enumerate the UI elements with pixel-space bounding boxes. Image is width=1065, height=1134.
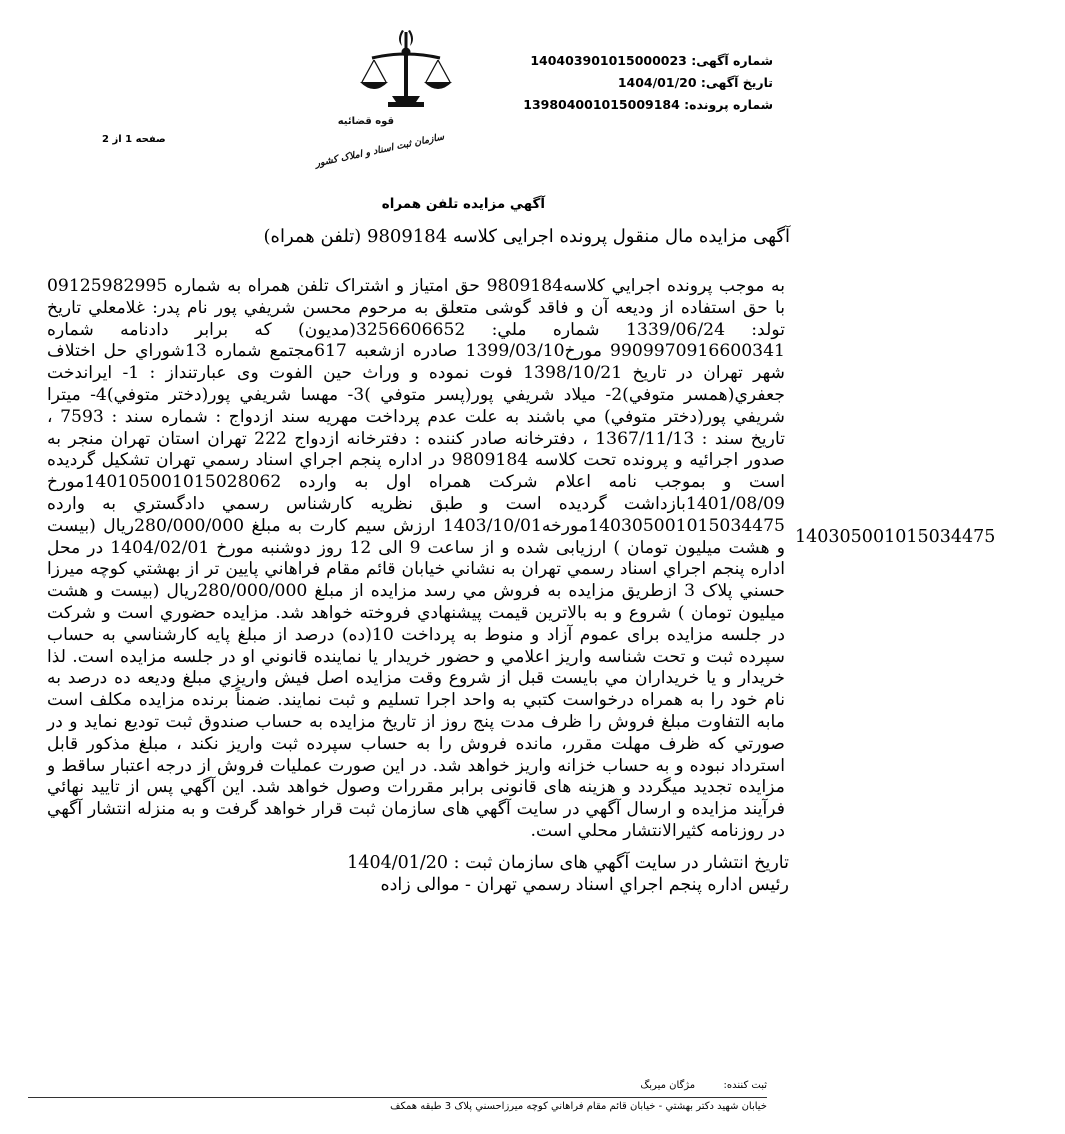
ad-date-label: تاریخ آگهی: (700, 75, 773, 90)
office-address: خيابان شهيد دكتر بهشتي - خيابان قائم مقام فراهاني كوچه ميرزاحسني پلاک 3 طبقه همكف (390, 1101, 767, 1112)
publication-label: تاريخ انتشار در سايت آگهي هاى سازمان ثبت : (453, 853, 789, 873)
file-number-row (513, 94, 773, 116)
announcement-body (47, 276, 785, 843)
signature-line: رئيس اداره پنجم اجراي اسناد رسمي تهران - موالی زاده (380, 875, 789, 895)
ad-number-row (513, 50, 773, 72)
judiciary-emblem (314, 26, 464, 170)
publication-date: 1404/01/20 (347, 853, 449, 873)
page-indicator: صفحه 1 از 2 (102, 134, 166, 145)
overflow-reference-number: 14030500101503447​5 (795, 527, 996, 547)
scales-of-justice-icon (314, 26, 464, 170)
registrar-line (28, 1080, 767, 1091)
ad-number-label: شماره آگهی: (691, 53, 773, 68)
registrar-name: مژگان میربگ (640, 1080, 696, 1091)
file-number-label: شماره پرونده: (684, 97, 773, 112)
ad-date-value: 1404/01/20 (617, 75, 697, 90)
ad-metadata (513, 50, 773, 116)
page-title: آگهي مزايده تلفن همراه (381, 196, 545, 212)
announcement-paragraph: به موجب پرونده اجرايي كلاسه9809184 حق امتياز و اشتراک تلفن همراه به شماره 09125982995 با حق استفاده از وديعه آن و فاقد گوشی متعلق به مرحوم محسن شريفي پور نام پدر: غلامعلي تاريخ تولد: 1339/06/24 شماره ملي: 3256606652(مديون) كه برابر دادنامه شماره 9909970916600341 مورخ1399/03/10 صادره ازشعبه 617مجتمع شماره 13شوراي حل اختلاف شهر تهران در تاريخ 1398/10/21 فوت نموده و وراث حين الفوت وی عبارتنداز : 1- ايراندخت جعفري(همسر متوفي)2- ميلاد شريفي پور(پسر متوفي )3- مهسا شريفي پور(دختر متوفي)4- ميترا شريفي پور(دختر متوفي) مي باشند به علت عدم پرداخت مهريه سند ازدواج : شماره سند : 7593 ، تاريخ سند : 1367/11/13 ، دفترخانه صادر كننده : دفترخانه ازدواج 222 تهران استان تهران منجر به صدور اجرائيه و پرونده تحت كلاسه 9809184 در اداره پنجم اجراي اسناد رسمي تهران تشكيل گرديده است و بموجب نامه اعلام شركت همراه اول به وارده 14010500101502806​2مورخ 1401/08/09بازداشت گرديده است و طبق نظريه كارشناس رسمي دادگستري به وارده 14030500101503447​5مورخه1403/10/01 ارزش سيم كارت به مبلغ 280/000/000ريال (بيست و هشت ميليون تومان ) ارزيابى شده و از ساعت 9 الى 12 روز دوشنبه مورخ 1404/02/01 در محل اداره پنجم اجراي اسناد رسمي تهران به نشاني خيابان قائم مقام فراهاني پايين تر از بهشتي كوچه ميرزا حسني پلاک 3 ازطريق مزايده به فروش مي رسد مزايده از مبلغ 280/000/000ريال (بيست و هشت ميليون تومان ) شروع و به بالاترين قيمت پيشنهادي فروخته خواهد شد. مزايده حضوري است و شركت در جلسه مزايده براى عموم آزاد و منوط به پرداخت 10(ده) درصد از مبلغ پايه كارشناسي به حساب سپرده ثبت و تحت شناسه واريز اعلامي و حضور خريدار يا نماينده قانوني او در جلسه مزايده است. لذا خريدار و يا خريداران مي بايست قبل از شروع وقت مزايده اصل فيش واريزي مبلغ وديعه ده درصد به نام خود را به همراه درخواست كتبي به واحد اجرا تسليم و ثبت نمايند. ضمناً برنده مزايده مكلف است مابه التفاوت مبلغ فروش را ظرف مدت پنج روز از تاريخ مزايده به حساب صندوق ثبت توديع نمايد و در صورتي كه ظرف مهلت مقرر، مانده فروش را به حساب سپرده ثبت واريز نكند ، مبلغ مذكور قابل استرداد نبوده و به حساب خزانه واريز خواهد شد. در اين صورت عمليات فروش از درجه اعتبار ساقط و مزايده تجديد ميگردد و هزينه هاى قانونى برابر مقررات وصول خواهد شد. اين آگهي پس از تاييد نهائي فرآيند مزايده و ارسال آگهي در سايت آگهي هاى سازمان ثبت قرار خواهد گرفت و به منزله انتشار آگهي در روزنامه كثيرالانتشار محلي است. (47, 276, 786, 841)
registrar-label: ثبت کننده: (723, 1080, 767, 1091)
file-number-value: 139804001015009184 (523, 97, 680, 112)
page-subtitle: آگهی مزایده مال منقول پرونده اجرایی کلاسه 9809184 (تلفن همراه) (263, 226, 790, 247)
ad-number-value: 140403901015000023 (530, 53, 687, 68)
publication-block (347, 852, 789, 896)
ad-date-row (513, 72, 773, 94)
logo-text-top: قوه قضائیه (337, 116, 394, 127)
publication-line (347, 852, 789, 874)
footer-divider (28, 1097, 767, 1098)
logo-text-bottom: سازمان ثبت اسناد و املاک کشور (314, 131, 446, 170)
page-footer (28, 1080, 767, 1112)
